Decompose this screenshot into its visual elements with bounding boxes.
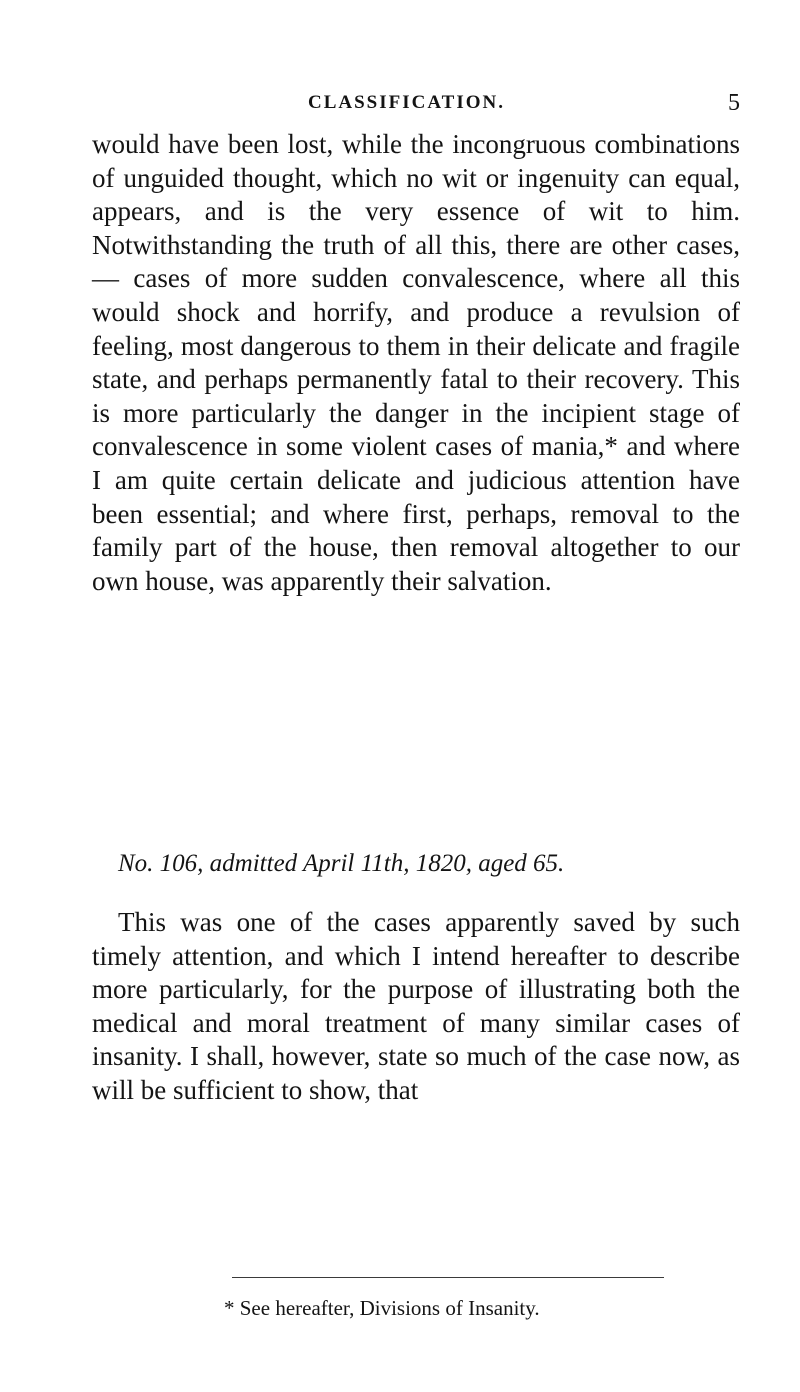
- paragraph-continuation: would have been lost, while the incongruous combinations of unguided thought, which no wit or ingenuity can equal, appears, and is the very essence of wit to him. Notwithstanding the truth of all this, there are other cases,— cases of more sudden convalescence, where all this would shock and horrify, and produce a revulsion of feeling, most dangerous to them in their delicate and fragile state, and perhaps permanently fatal to their recovery. This is more particularly the danger in the incipient stage of convalescence in some violent cases of mania,* and where I am quite certain delicate and judicious attention have been essential; and where first, perhaps, removal to the family part of the house, then removal altogether to our own house, was apparently their salvation.: [92, 129, 740, 596]
- footnote-rule: [232, 1277, 664, 1278]
- paragraph-case-description: This was one of the cases apparently saved by such timely attention, and which I intend hereafter to describe more particularly, for the purpose of illustrating both the medical and moral treatment of many similar cases of insanity. I shall, however, state so much of the case now, as will be sufficient to show, that: [92, 907, 740, 1105]
- page-number: 5: [728, 90, 740, 116]
- running-title: CLASSIFICATION.: [308, 92, 505, 113]
- footnote: * See hereafter, Divisions of Insanity.: [224, 1296, 540, 1320]
- running-head: [0, 92, 800, 120]
- case-heading: No. 106, admitted April 11th, 1820, aged 65.: [118, 850, 565, 877]
